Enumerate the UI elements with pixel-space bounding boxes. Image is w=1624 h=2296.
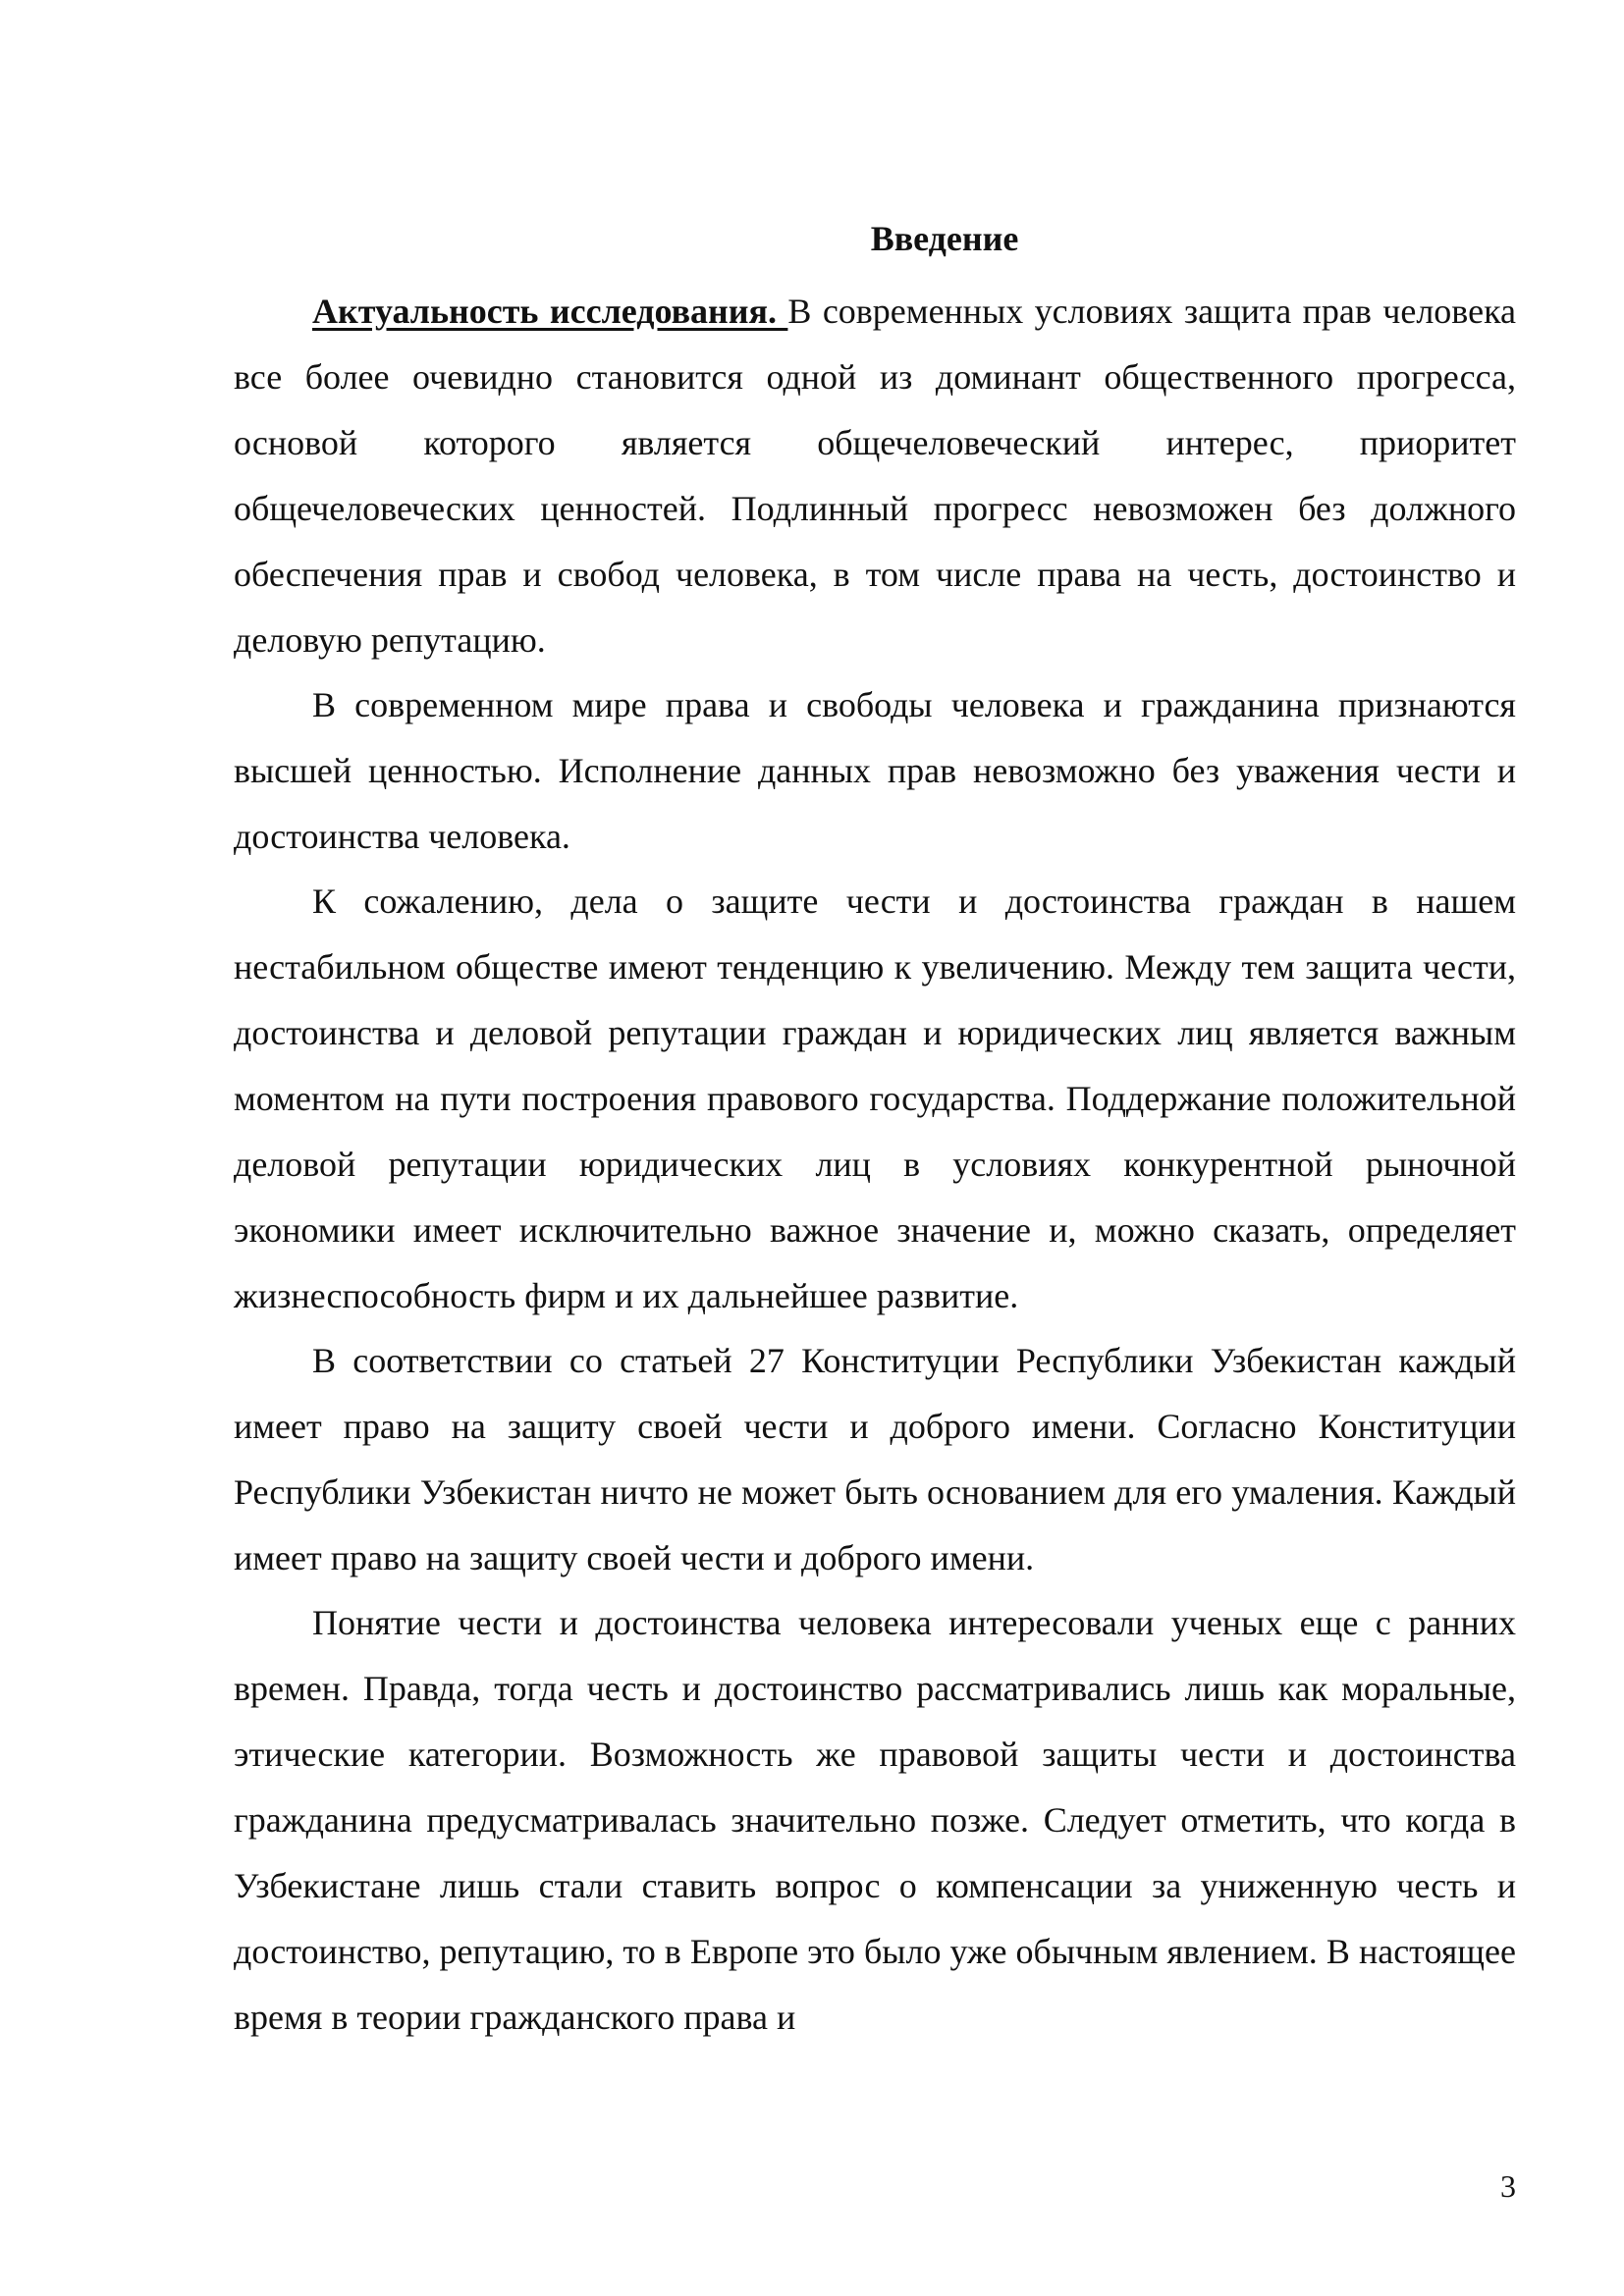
lead-label: Актуальность исследования. <box>312 292 788 331</box>
page-number: 3 <box>1500 2168 1516 2204</box>
paragraph: Понятие чести и достоинства человека интересовали ученых еще с ранних времен. Правда, тогда честь и достоинство рассматривались лишь как моральные, этические категории. Возможность же правовой защиты чести и достоинства гражданина предусматривалась значительно позже. Следует отметить, что когда в Узбекистане лишь стали ставить вопрос о компенсации за униженную честь и достоинство, репутацию, то в Европе это было уже обычным явлением. В настоящее время в теории гражданского права и <box>234 1603 1516 2037</box>
paragraph: В современном мире права и свободы человека и гражданина признаются высшей ценностью. Исполнение данных прав невозможно без уважения чести и достоинства человека. <box>234 685 1516 856</box>
paragraph: К сожалению, дела о защите чести и достоинства граждан в нашем нестабильном обществе имеют тенденцию к увеличению. Между тем защита чести, достоинства и деловой репутации граждан и юридических лиц является важным моментом на пути построения правового государства. Поддержание положительной деловой репутации юридических лиц в условиях конкурентной рыночной экономики имеет исключительно важное значение и, можно сказать, определяет жизнеспособность фирм и их дальнейшее развитие. <box>234 881 1516 1315</box>
document-body <box>234 279 1516 2050</box>
paragraph: В соответствии со статьей 27 Конституции Республики Узбекистан каждый имеет право на защиту своей чести и доброго имени. Согласно Конституции Республики Узбекистан ничто не может быть основанием для его умаления. Каждый имеет право на защиту своей чести и доброго имени. <box>234 1341 1516 1577</box>
paragraph-text: В современных условиях защита прав человека все более очевидно становится одной из доминант общественного прогресса, основой которого является общечеловеческий интерес, приоритет общечеловеческих ценностей. Подлинный прогресс невозможен без должного обеспечения прав и свобод человека, в том числе права на честь, достоинство и деловую репутацию. <box>234 292 1516 660</box>
paragraph-relevance <box>234 279 1516 673</box>
page-title: Введение <box>870 219 1019 258</box>
